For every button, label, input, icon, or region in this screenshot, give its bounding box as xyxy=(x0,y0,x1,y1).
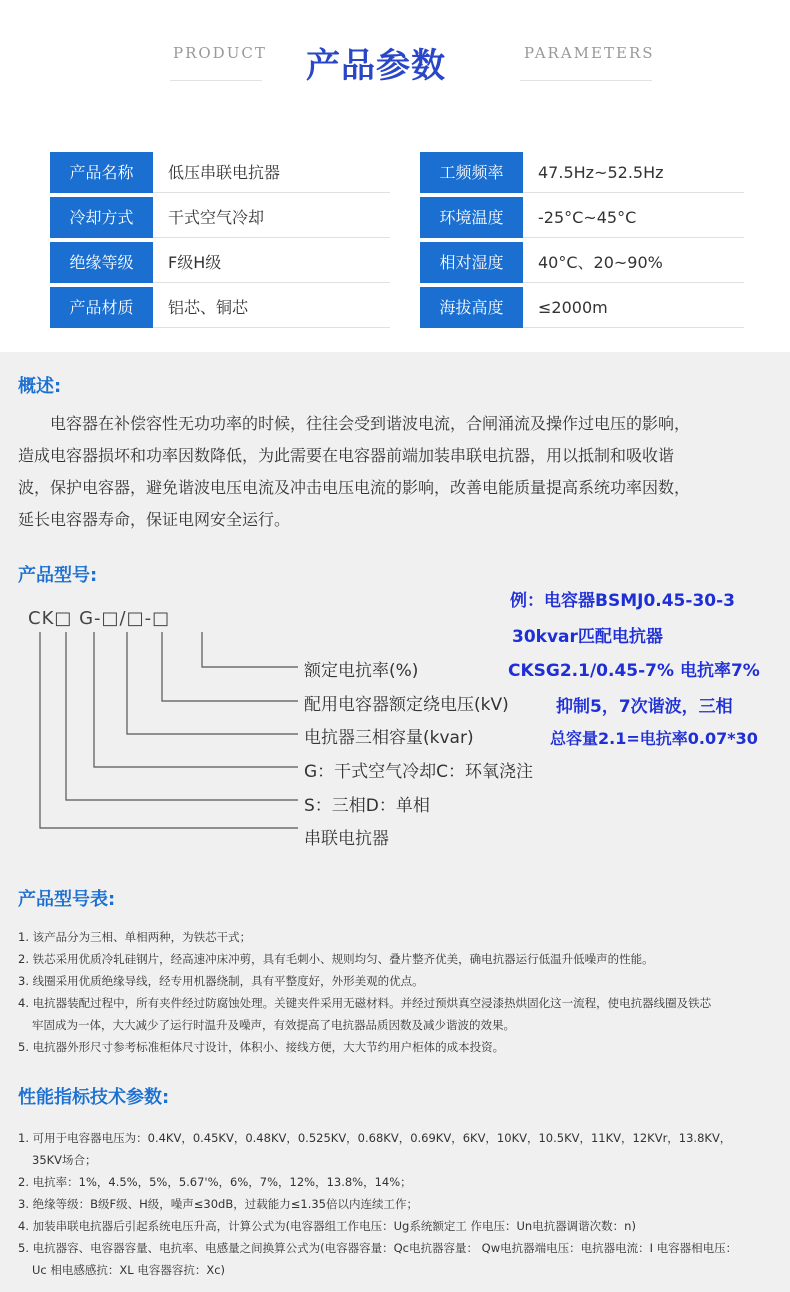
list-item: 3. 绝缘等级：B级F级、H级，噪声≤30dB，过载能力≤1.35倍以内连续工作； xyxy=(18,1197,418,1211)
overview-line: 波，保护电容器，避免谐波电压电流及冲击电压电流的影响，改善电能质量提高系统功率因数， xyxy=(18,478,691,497)
list-item: 5. 电抗器容、电容器容量、电抗率、电感量之间换算公式为(电容器容量：Qc电抗器容量： Qw电抗器端电压：电抗器电流：I 电容器相电压： xyxy=(18,1241,738,1255)
spec-row xyxy=(50,242,390,283)
spec-row xyxy=(420,242,744,283)
row-divider xyxy=(523,327,744,328)
leader-line xyxy=(94,632,298,767)
row-divider xyxy=(153,327,390,328)
row-divider xyxy=(153,282,390,283)
example-line: 抑制5，7次谐波，三相 xyxy=(556,697,733,717)
example-line: CKSG2.1/0.45-7% 电抗率7% xyxy=(508,661,760,681)
row-divider xyxy=(523,282,744,283)
list-item: 3. 线圈采用优质绝缘导线，经专用机器绕制，具有平整度好，外形美观的优点。 xyxy=(18,974,424,988)
example-line: 例：电容器BSMJ0.45-30-3 xyxy=(510,591,735,611)
model-table-title: 产品型号表: xyxy=(18,889,116,910)
row-divider xyxy=(523,237,744,238)
spec-key: 绝缘等级 xyxy=(50,242,153,283)
list-item-continued: 牢固成为一体，大大减少了运行时温升及噪声，有效提高了电抗器品质因数及减少谐波的效果。 xyxy=(32,1018,515,1032)
spec-value: 40°C、20~90% xyxy=(538,253,663,272)
model-label: S：三相D：单相 xyxy=(304,796,430,816)
example-line: 总容量2.1=电抗率0.07*30 xyxy=(550,729,758,748)
spec-key: 冷却方式 xyxy=(50,197,153,238)
spec-value: -25°C~45°C xyxy=(538,208,637,227)
spec-key: 产品材质 xyxy=(50,287,153,328)
model-label: 额定电抗率(%) xyxy=(304,661,419,681)
spec-key: 产品名称 xyxy=(50,152,153,193)
page-title: 产品参数 xyxy=(306,46,446,86)
list-item: 4. 加装串联电抗器后引起系统电压升高，计算公式为(电容器组工作电压：Ug系统额定工 作电压：Un电抗器调谐次数：n) xyxy=(18,1219,636,1233)
spec-row xyxy=(50,197,390,238)
row-divider xyxy=(523,192,744,193)
header-left-text: PRODUCT xyxy=(173,44,267,62)
list-item: 1. 可用于电容器电压为：0.4KV，0.45KV，0.48KV，0.525KV，0.68KV，0.69KV，6KV，10KV，10.5KV，11KV，12KVr，13.8KV， xyxy=(18,1131,732,1145)
list-item: 2. 铁芯采用优质冷轧硅钢片，经高速冲床冲剪，具有毛刺小、规则均匀、叠片整齐优美，确电抗器运行低温升低噪声的性能。 xyxy=(18,952,654,966)
example-line: 30kvar匹配电抗器 xyxy=(512,627,663,647)
overview-line: 延长电容器寿命，保证电网安全运行。 xyxy=(18,510,291,529)
spec-row xyxy=(420,197,744,238)
performance-list xyxy=(18,1127,783,1281)
header-section xyxy=(0,0,790,352)
row-divider xyxy=(153,192,390,193)
spec-key: 工频频率 xyxy=(420,152,523,193)
spec-value: ≤2000m xyxy=(538,298,608,317)
spec-row xyxy=(420,287,744,328)
list-item: 5. 电抗器外形尺寸参考标准柜体尺寸设计，体积小、接线方便，大大节约用户柜体的成本投资。 xyxy=(18,1040,505,1054)
spec-value: 铝芯、铜芯 xyxy=(168,298,249,317)
overview-paragraph xyxy=(18,408,776,536)
performance-title: 性能指标技术参数: xyxy=(18,1087,170,1108)
header-divider-left xyxy=(170,80,262,81)
header-divider-right xyxy=(520,80,652,81)
leader-line xyxy=(40,632,298,828)
spec-row xyxy=(50,152,390,193)
spec-row xyxy=(420,152,744,193)
spec-key: 环境温度 xyxy=(420,197,523,238)
model-table-list xyxy=(18,926,783,1058)
spec-key: 相对湿度 xyxy=(420,242,523,283)
model-title: 产品型号: xyxy=(18,565,98,586)
leader-line xyxy=(127,632,298,734)
spec-row xyxy=(50,287,390,328)
header-right-text: PARAMETERS xyxy=(524,44,655,62)
list-item: 1. 该产品分为三相、单相两种，为铁芯干式； xyxy=(18,930,252,944)
overview-line: 电容器在补偿容性无功功率的时候，往往会受到谐波电流，合闸涌流及操作过电压的影响， xyxy=(50,414,691,433)
model-code: CK□ G-□/□-□ xyxy=(28,608,171,629)
overview-line: 造成电容器损坏和功率因数降低，为此需要在电容器前端加装串联电抗器，用以抵制和吸收谐 xyxy=(18,446,675,465)
spec-value: 47.5Hz~52.5Hz xyxy=(538,163,664,182)
model-label: 配用电容器额定绕电压(kV) xyxy=(304,695,509,715)
overview-title: 概述: xyxy=(18,376,62,397)
model-label: 电抗器三相容量(kvar) xyxy=(304,728,474,748)
row-divider xyxy=(153,237,390,238)
list-item-continued: 35KV场合； xyxy=(32,1153,97,1167)
spec-value: 低压串联电抗器 xyxy=(168,163,281,182)
leader-line xyxy=(66,632,298,800)
list-item: 4. 电抗器装配过程中，所有夹件经过防腐蚀处理。关键夹件采用无磁材料。并经过预烘真空浸漆热烘固化这一流程，使电抗器线圈及铁芯 xyxy=(18,996,712,1010)
model-label: G：干式空气冷却C：环氧浇注 xyxy=(304,762,534,782)
spec-value: F级H级 xyxy=(168,253,222,272)
list-item: 2. 电抗率：1%，4.5%，5%，5.67'%，6%，7%，12%，13.8%，14%； xyxy=(18,1175,412,1189)
spec-key: 海拔高度 xyxy=(420,287,523,328)
model-diagram-lines xyxy=(0,600,310,840)
spec-value: 干式空气冷却 xyxy=(168,208,265,227)
list-item-continued: Uc 相电感感抗：XL 电容器容抗：Xc) xyxy=(32,1263,226,1277)
model-label: 串联电抗器 xyxy=(304,829,389,849)
leader-line xyxy=(202,632,298,667)
